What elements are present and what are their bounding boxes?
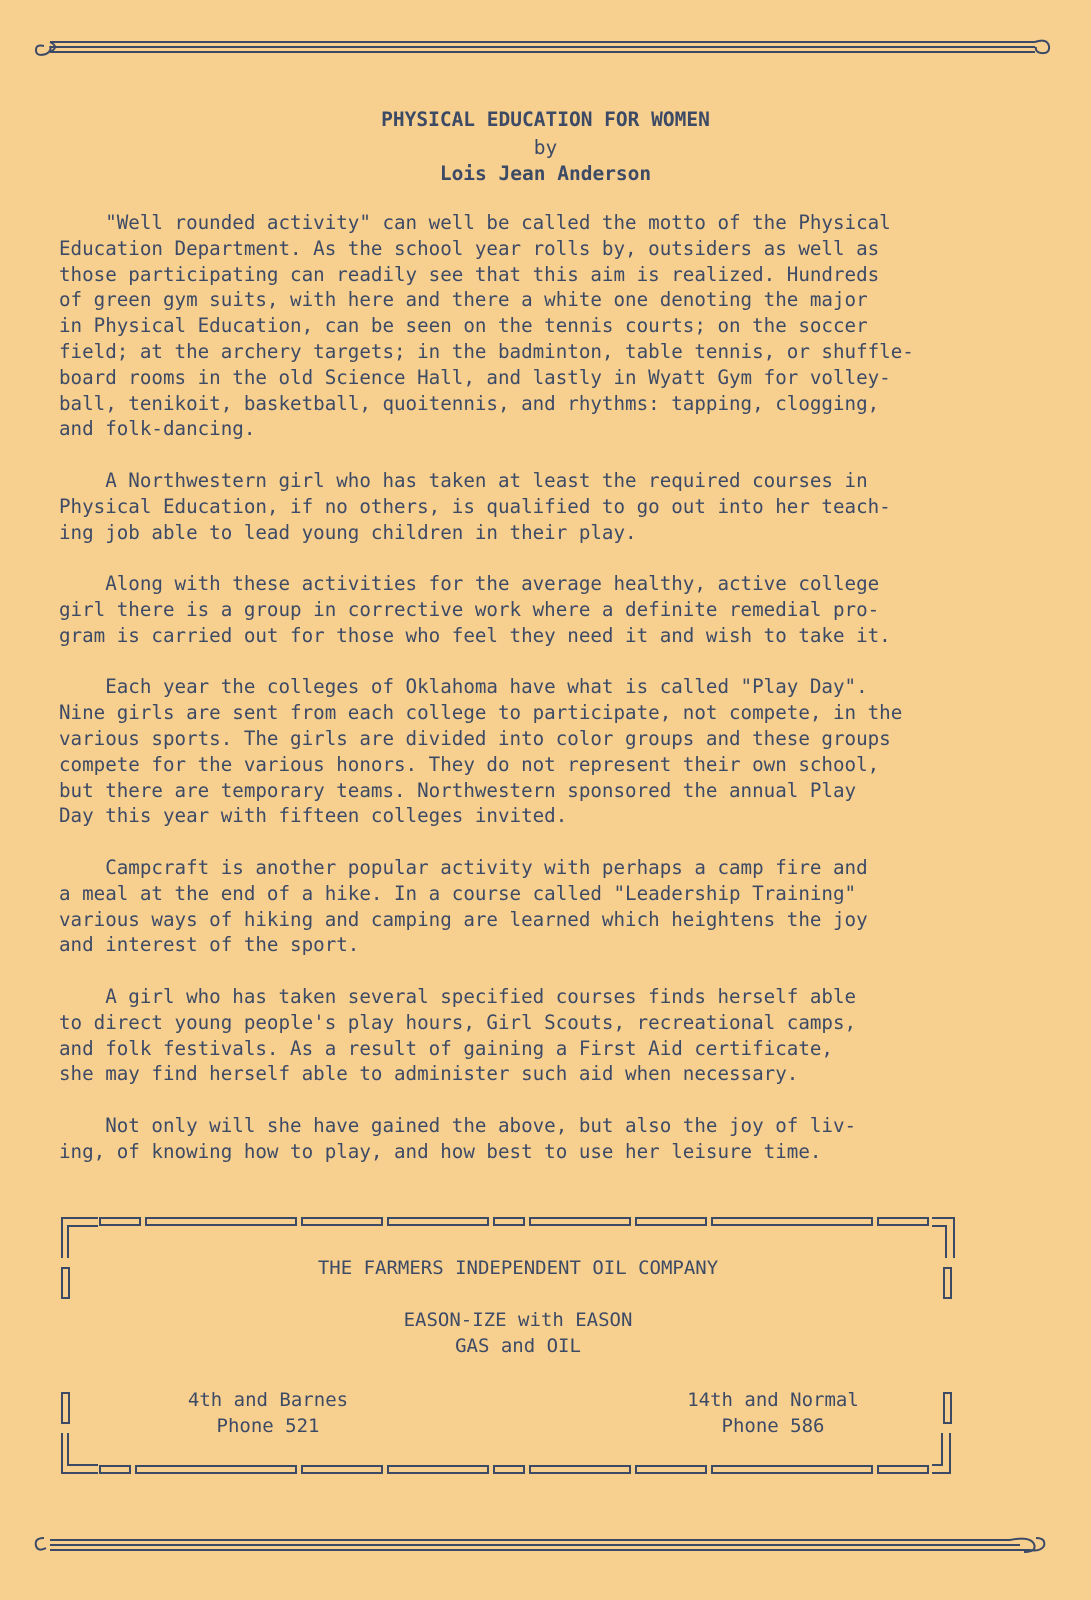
- article-paragraph: Along with these activities for the average healthy, active college girl there is a group in corrective work where a definite remedial pro- gram is carried out for those who feel they need it and wish to take it.: [59, 572, 891, 647]
- article-byline-by: by: [533, 136, 558, 159]
- ad-location-left: [118, 1387, 418, 1439]
- ad-company-name: THE FARMERS INDEPENDENT OIL COMPANY: [317, 1257, 719, 1279]
- advertisement-box: [58, 1208, 978, 1498]
- article-paragraph: A Northwestern girl who has taken at least the required courses in Physical Education, if no others, is qualified to go out into her teach- ing job able to lead young children in their play.: [59, 468, 891, 544]
- bottom-ornamental-rule: [30, 1530, 1060, 1560]
- ad-right-phone: Phone 586: [721, 1415, 825, 1437]
- ad-slogan-line2: GAS and OIL: [455, 1335, 581, 1357]
- article-author: Lois Jean Anderson: [439, 162, 652, 185]
- ad-location-right: [623, 1387, 923, 1439]
- article-paragraph: "Well rounded activity" can well be called the motto of the Physical Education Department. As the school year rolls by, outsiders as well as those participating can readily see that this aim is realized. Hundreds of green gym suits, with here and there a white one denoting the major in Physical Education, can be seen on the tennis courts; on the soccer field; at the archery targets; in the badminton, table tennis, or shuffle- board rooms in the old Science Hall, and lastly in Wyatt Gym for volley- ball, tenikoit, basketball, quoitennis, and rhythms: tapping, clogging, and folk-dancing.: [59, 211, 914, 441]
- article-body: [59, 210, 1049, 1190]
- article-paragraph: Campcraft is another popular activity with perhaps a camp fire and a meal at the end of a hike. In a course called "Leadership Training" various ways of hiking and camping are learned which heightens the joy and interest of the sport.: [59, 855, 868, 957]
- ad-left-phone: Phone 521: [216, 1415, 320, 1437]
- ad-left-address: 4th and Barnes: [187, 1389, 349, 1411]
- article-title: PHYSICAL EDUCATION FOR WOMEN: [381, 108, 710, 131]
- ad-right-address: 14th and Normal: [687, 1389, 859, 1411]
- article-paragraph: Each year the colleges of Oklahoma have what is called "Play Day". Nine girls are sent from each college to participate, not compete, in the various sports. The girls are divided into color groups and these groups compete for the various honors. They do not represent their own school, but there are temporary teams. Northwestern sponsored the annual Play Day this year with fifteen colleges invited.: [59, 675, 903, 828]
- ad-slogan-line1: EASON-IZE with EASON: [403, 1309, 633, 1331]
- top-ornamental-rule: [30, 32, 1060, 62]
- article-paragraph: Not only will she have gained the above, but also the joy of liv- ing, of knowing how to play, and how best to use her leisure time.: [59, 1113, 857, 1163]
- article-paragraph: A girl who has taken several specified courses finds herself able to direct young people's play hours, Girl Scouts, recreational camps, and folk festivals. As a result of gaining a First Aid certificate, she may find herself able to administer such aid when necessary.: [59, 984, 857, 1086]
